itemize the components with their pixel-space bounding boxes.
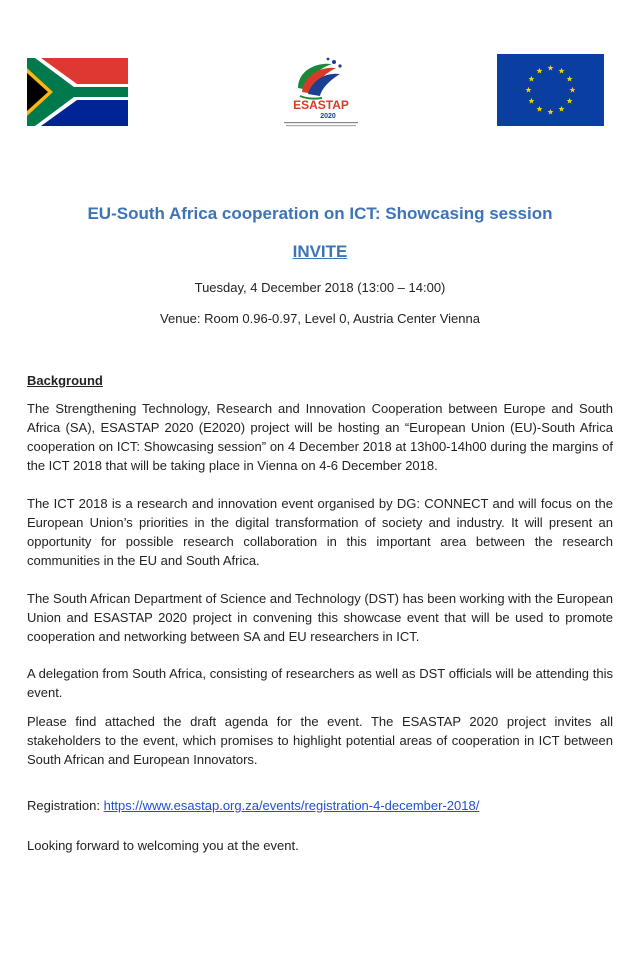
logo-row	[0, 54, 640, 134]
registration-line	[27, 796, 613, 815]
closing-line: Looking forward to welcoming you at the event.	[27, 838, 299, 853]
esastap-logo-icon	[276, 54, 366, 130]
invite-heading: INVITE	[292, 242, 348, 261]
paragraph-4: A delegation from South Africa, consisting of researchers as well as DST officials will be attending this event.	[27, 666, 613, 700]
event-venue: Venue: Room 0.96-0.97, Level 0, Austria Center Vienna	[160, 311, 480, 326]
paragraph-1: The Strengthening Technology, Research and Innovation Cooperation between Europe and South Africa (SA), ESASTAP 2020 (E2020) project will be hosting an “European Union (EU)-South Africa cooperation on ICT: Showcasing session” on 4 December 2018 at 13h00-14h00 during the margins of the ICT 2018 that will be taking place in Vienna on 4-6 December 2018.	[27, 401, 613, 473]
page-title: EU-South Africa cooperation on ICT: Showcasing session	[87, 204, 553, 223]
paragraph-2: The ICT 2018 is a research and innovation event organised by DG: CONNECT and will focus on the European Union’s priorities in the digital transformation of society and industry. It will present an opportunity for possible research collaboration in this important area between the research communities in the EU and South Africa.	[27, 496, 613, 568]
paragraph-3: The South African Department of Science and Technology (DST) has been working with the European Union and ESASTAP 2020 project in convening this showcase event that will be used to promote cooperation and networking between SA and EU researchers in ICT.	[27, 591, 613, 644]
registration-link[interactable]: https://www.esastap.org.za/events/registration-4-december-2018/	[103, 798, 480, 813]
registration-label: Registration:	[27, 798, 104, 813]
eu-flag-icon	[497, 54, 604, 126]
background-heading: Background	[27, 373, 103, 388]
esastap-name: ESASTAP	[293, 98, 349, 112]
esastap-year: 2020	[320, 113, 336, 120]
event-date: Tuesday, 4 December 2018 (13:00 – 14:00)	[194, 280, 446, 295]
paragraph-5: Please find attached the draft agenda for the event. The ESASTAP 2020 project invites all stakeholders to the event, which promises to highlight potential areas of cooperation in ICT between South African and European Innovators.	[27, 714, 613, 767]
south-africa-flag-icon	[27, 58, 128, 126]
